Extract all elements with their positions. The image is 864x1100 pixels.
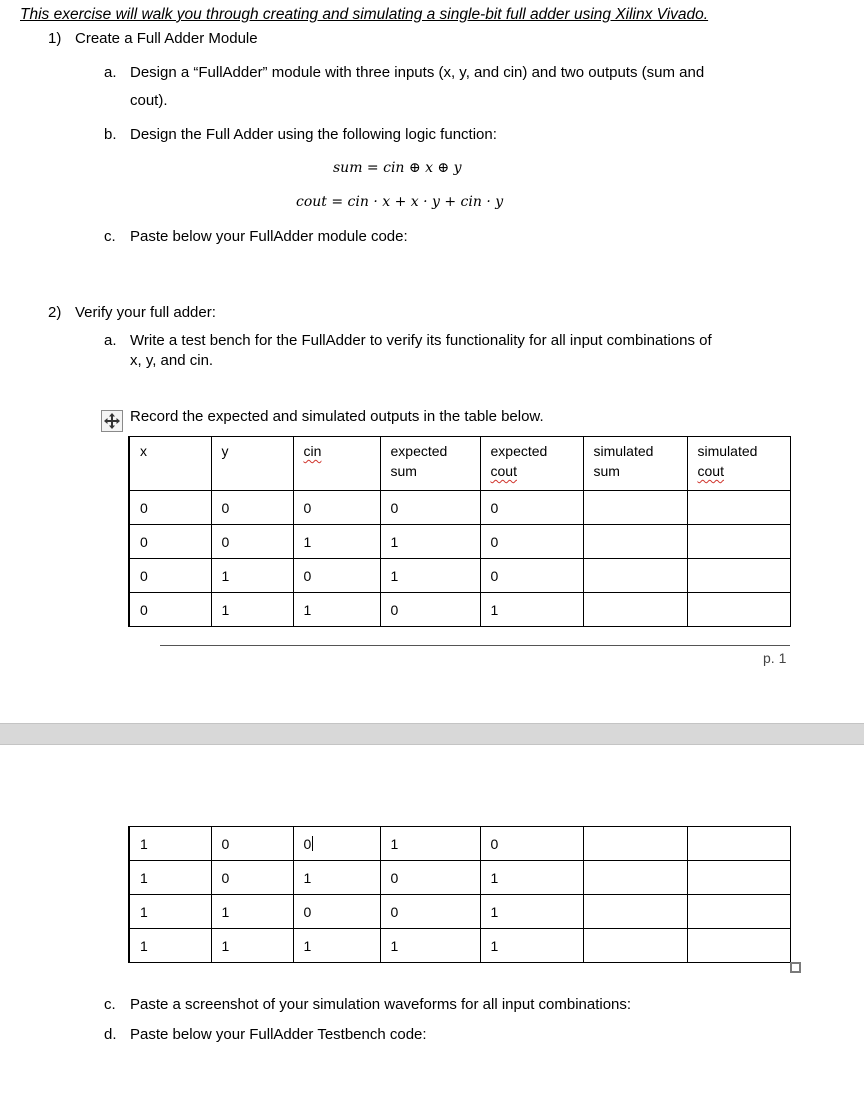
- section-1-title: Create a Full Adder Module: [75, 30, 258, 47]
- cell-expected-cout[interactable]: 0: [480, 491, 583, 525]
- cell-cin[interactable]: [293, 827, 380, 861]
- cell-simulated-sum[interactable]: [583, 895, 687, 929]
- cell-x[interactable]: 1: [129, 861, 211, 895]
- cell-cin[interactable]: 1: [293, 525, 380, 559]
- cell-cin[interactable]: 1: [293, 593, 380, 627]
- cell-y[interactable]: 1: [211, 559, 293, 593]
- cell-simulated-sum[interactable]: [583, 491, 687, 525]
- item-1b-marker: b.: [104, 126, 117, 143]
- cell-expected-cout[interactable]: 0: [480, 559, 583, 593]
- item-1c-text: Paste below your FullAdder module code:: [130, 228, 408, 245]
- header-expected-cout: expected cout: [480, 437, 583, 491]
- item-2a-marker: a.: [104, 332, 117, 349]
- cell-simulated-cout[interactable]: [687, 929, 790, 963]
- cell-y[interactable]: 1: [211, 895, 293, 929]
- table-header-row: [129, 437, 790, 491]
- cell-simulated-cout[interactable]: [687, 491, 790, 525]
- cell-simulated-sum[interactable]: [583, 593, 687, 627]
- cell-expected-cout[interactable]: 0: [480, 525, 583, 559]
- header-cin: cin: [293, 437, 380, 491]
- text-cursor: [312, 836, 313, 851]
- cell-expected-cout[interactable]: 0: [480, 827, 583, 861]
- cell-simulated-sum[interactable]: [583, 827, 687, 861]
- item-1b-text: Design the Full Adder using the following logic function:: [130, 126, 497, 143]
- cell-simulated-cout[interactable]: [687, 525, 790, 559]
- equation-sum: sum = cin ⊕ x ⊕ y: [333, 160, 462, 176]
- cell-expected-sum[interactable]: 0: [380, 895, 480, 929]
- cell-simulated-sum[interactable]: [583, 525, 687, 559]
- table-row: [129, 491, 790, 525]
- cell-x[interactable]: 0: [129, 559, 211, 593]
- table-row: [129, 861, 790, 895]
- cell-simulated-sum[interactable]: [583, 861, 687, 895]
- table-row: [129, 895, 790, 929]
- cell-simulated-cout[interactable]: [687, 593, 790, 627]
- cell-expected-cout[interactable]: 1: [480, 593, 583, 627]
- header-simulated-sum: simulated sum: [583, 437, 687, 491]
- item-1c-marker: c.: [104, 228, 116, 245]
- cell-x[interactable]: 1: [129, 895, 211, 929]
- table-resize-handle[interactable]: [790, 962, 801, 973]
- item-2a-line1: Write a test bench for the FullAdder to verify its functionality for all input combinations of: [130, 332, 712, 349]
- cell-cin[interactable]: 0: [293, 491, 380, 525]
- item-1a-line2: cout).: [130, 92, 168, 109]
- cell-y[interactable]: 0: [211, 827, 293, 861]
- cell-simulated-cout[interactable]: [687, 861, 790, 895]
- page-number: p. 1: [763, 650, 787, 666]
- cell-simulated-sum[interactable]: [583, 929, 687, 963]
- table-row: [129, 593, 790, 627]
- record-instruction: Record the expected and simulated outputs in the table below.: [130, 408, 544, 425]
- cell-x[interactable]: 0: [129, 491, 211, 525]
- cell-cin-value: 0: [303, 835, 312, 852]
- cell-expected-sum[interactable]: 0: [380, 491, 480, 525]
- cell-simulated-cout[interactable]: [687, 559, 790, 593]
- cell-y[interactable]: 1: [211, 593, 293, 627]
- truth-table-page1: [128, 436, 791, 627]
- item-2d-text: Paste below your FullAdder Testbench code:: [130, 1026, 427, 1043]
- cell-x[interactable]: 1: [129, 827, 211, 861]
- cell-x[interactable]: 0: [129, 525, 211, 559]
- intro-text: This exercise will walk you through creating and simulating a single-bit full adder using Xilinx Vivado.: [20, 6, 709, 23]
- truth-table-page2: [128, 826, 791, 963]
- item-1a-line1: Design a “FullAdder” module with three inputs (x, y, and cin) and two outputs (sum and: [130, 64, 705, 81]
- header-x: x: [129, 437, 211, 491]
- move-arrows-icon: [102, 411, 122, 431]
- cell-y[interactable]: 1: [211, 929, 293, 963]
- section-2-number: 2): [48, 304, 62, 321]
- table-row: [129, 929, 790, 963]
- item-2a-line2: x, y, and cin.: [130, 352, 214, 369]
- cell-cin[interactable]: 0: [293, 895, 380, 929]
- cell-expected-sum[interactable]: 0: [380, 593, 480, 627]
- cell-expected-cout[interactable]: 1: [480, 929, 583, 963]
- cell-simulated-cout[interactable]: [687, 827, 790, 861]
- cell-cin[interactable]: 1: [293, 861, 380, 895]
- cell-expected-sum[interactable]: 1: [380, 559, 480, 593]
- table-move-handle[interactable]: [101, 410, 123, 432]
- section-1-number: 1): [48, 30, 62, 47]
- table-row: [129, 525, 790, 559]
- cell-simulated-cout[interactable]: [687, 895, 790, 929]
- page-break-gap: [0, 723, 864, 745]
- cell-expected-sum[interactable]: 0: [380, 861, 480, 895]
- item-2c-text: Paste a screenshot of your simulation waveforms for all input combinations:: [130, 996, 632, 1013]
- cell-expected-sum[interactable]: 1: [380, 827, 480, 861]
- header-simulated-cout: simulated cout: [687, 437, 790, 491]
- item-1a-marker: a.: [104, 64, 117, 81]
- table-row: [129, 559, 790, 593]
- cell-cin[interactable]: 0: [293, 559, 380, 593]
- item-2d-marker: d.: [104, 1026, 117, 1043]
- equation-cout: cout = cin · x + x · y + cin · y: [296, 194, 504, 210]
- cell-x[interactable]: 0: [129, 593, 211, 627]
- cell-x[interactable]: 1: [129, 929, 211, 963]
- cell-expected-cout[interactable]: 1: [480, 895, 583, 929]
- section-2-title: Verify your full adder:: [75, 304, 216, 321]
- item-2c-marker: c.: [104, 996, 116, 1013]
- cell-cin[interactable]: 1: [293, 929, 380, 963]
- cell-expected-sum[interactable]: 1: [380, 929, 480, 963]
- cell-y[interactable]: 0: [211, 861, 293, 895]
- header-expected-sum: expected sum: [380, 437, 480, 491]
- table-row: [129, 827, 790, 861]
- cell-simulated-sum[interactable]: [583, 559, 687, 593]
- cell-y[interactable]: 0: [211, 491, 293, 525]
- cell-expected-sum[interactable]: 1: [380, 525, 480, 559]
- cell-y[interactable]: 0: [211, 525, 293, 559]
- header-y: y: [211, 437, 293, 491]
- footer-rule: [160, 645, 790, 646]
- cell-expected-cout[interactable]: 1: [480, 861, 583, 895]
